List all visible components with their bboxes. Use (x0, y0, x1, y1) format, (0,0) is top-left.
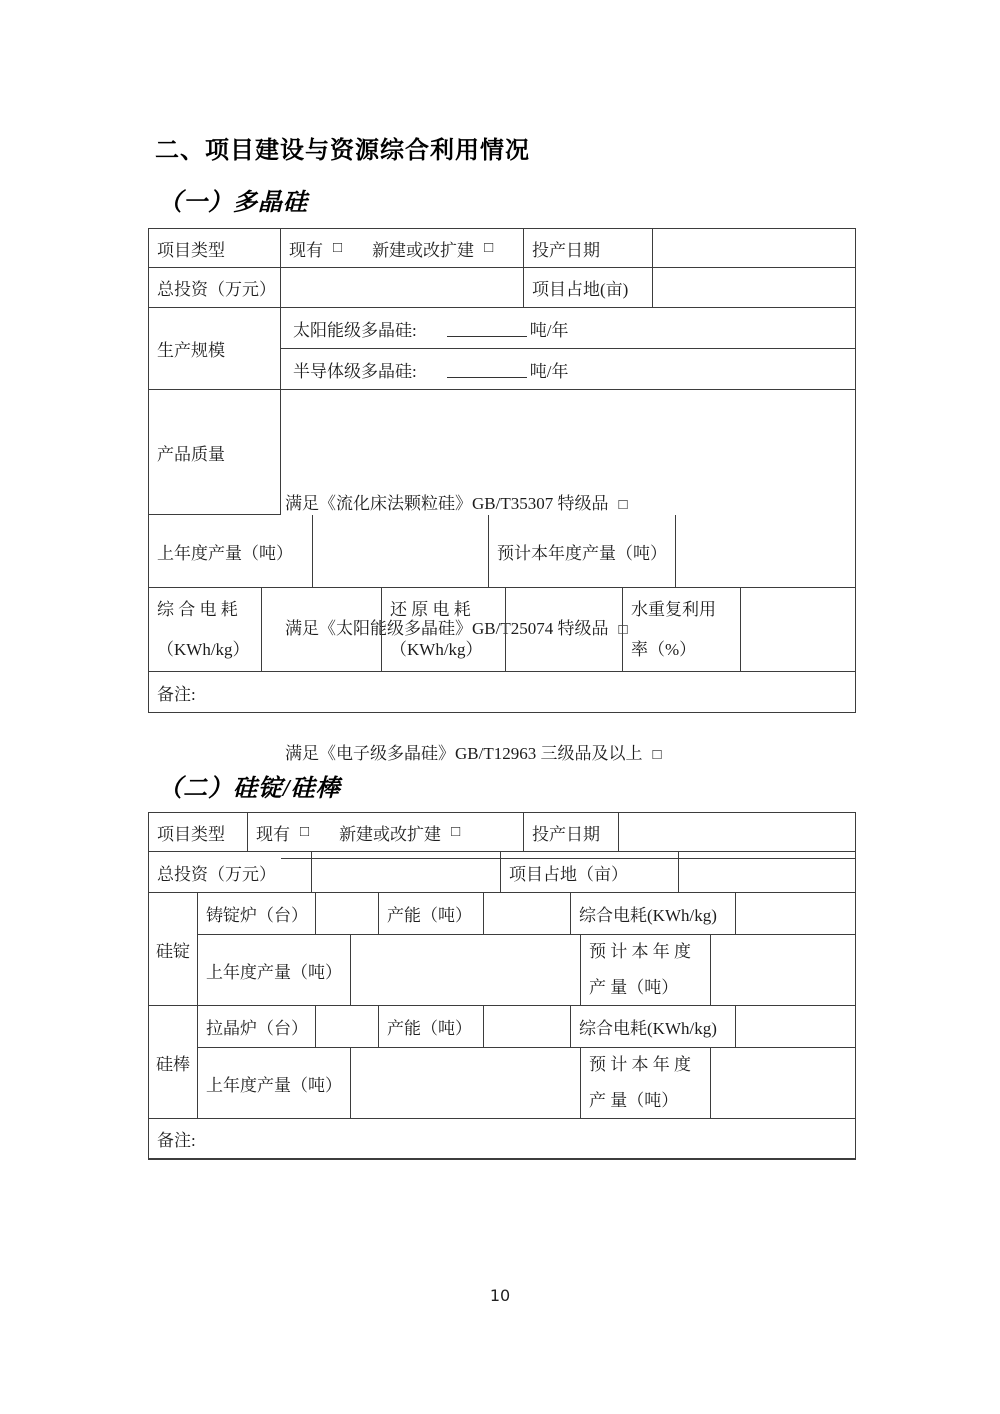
rod-power-label: 综合电耗(KWh/kg) (571, 1006, 736, 1048)
ingot-furnace-input[interactable] (316, 893, 379, 935)
option-new-expand-label: 新建或改扩建 (339, 824, 442, 844)
production-date-input[interactable] (619, 813, 855, 852)
land-area-input[interactable] (653, 268, 855, 308)
table-row (149, 588, 855, 672)
table-row (149, 1119, 855, 1158)
quality-line-3 (285, 733, 847, 776)
note-input[interactable] (196, 1119, 847, 1158)
production-scale-group (149, 308, 855, 390)
project-type-label: 项目类型 (149, 813, 248, 852)
production-scale-label: 生产规模 (149, 308, 281, 390)
rod-label: 硅棒 (149, 1006, 198, 1119)
page-title: 二、项目建设与资源综合利用情况 (155, 137, 530, 164)
total-investment-label: 总投资（万元） (149, 268, 281, 308)
table-row (198, 1048, 855, 1119)
ingot-last-year-output-label: 上年度产量（吨） (198, 935, 351, 1006)
rod-group (149, 1006, 855, 1119)
ingot-last-year-output-input[interactable] (351, 935, 581, 1006)
polysilicon-table (148, 228, 856, 763)
option-existing-label: 现有 (256, 824, 290, 844)
comprehensive-power-label (149, 588, 262, 672)
table-row (149, 672, 855, 712)
table-row (149, 229, 855, 268)
page-number: 10 (489, 1286, 511, 1305)
ingot-this-year-line2: 产 量（吨） (589, 978, 679, 997)
solar-grade-capacity-cell (281, 308, 855, 349)
rod-this-year-output-input[interactable] (711, 1048, 855, 1119)
checkbox-quality-1-icon[interactable]: □ (618, 497, 628, 513)
reduction-power-line1: 还 原 电 耗 (390, 599, 471, 619)
checkbox-existing-icon[interactable]: □ (333, 239, 343, 256)
comprehensive-power-input[interactable] (262, 588, 382, 672)
ingot-group (149, 893, 855, 1006)
product-quality-label: 产品质量 (149, 390, 281, 515)
quality-line-1-text: 满足《流化床法颗粒硅》GB/T35307 特级品 (285, 494, 609, 513)
project-type-options (281, 229, 524, 268)
land-area-label: 项目占地(亩) (524, 268, 653, 308)
table-row (281, 349, 855, 390)
section1-heading: （一）多晶硅 (158, 190, 308, 216)
note-input[interactable] (196, 672, 847, 712)
rod-last-year-output-input[interactable] (351, 1048, 581, 1119)
rod-capacity-label: 产能（吨） (379, 1006, 484, 1048)
solar-grade-label: 太阳能级多晶硅: (293, 320, 417, 340)
water-reuse-label (623, 588, 741, 672)
ingot-this-year-output-input[interactable] (711, 935, 855, 1006)
reduction-power-input[interactable] (506, 588, 623, 672)
quality-line-2-text: 满足《太阳能级多晶硅》GB/T25074 特级品 (285, 619, 609, 638)
note-label: 备注: (157, 1131, 196, 1150)
note-cell (149, 1119, 855, 1158)
land-area-label: 项目占地（亩） (501, 852, 679, 893)
rod-this-year-output-label (581, 1048, 711, 1119)
option-new-expand-label: 新建或改扩建 (372, 240, 475, 260)
ingot-power-label: 综合电耗(KWh/kg) (571, 893, 736, 935)
table-row (198, 893, 855, 935)
semi-grade-capacity-cell (281, 349, 855, 390)
table-row (149, 268, 855, 308)
ingot-capacity-input[interactable] (484, 893, 571, 935)
last-year-output-input[interactable] (313, 515, 489, 588)
semi-grade-label: 半导体级多晶硅: (293, 361, 417, 381)
production-date-input[interactable] (653, 229, 855, 268)
rod-this-year-line1: 预 计 本 年 度 (589, 1055, 691, 1074)
note-cell (149, 672, 855, 712)
table-row (149, 515, 855, 588)
checkbox-existing-icon[interactable]: □ (300, 823, 310, 840)
rod-last-year-output-label: 上年度产量（吨） (198, 1048, 351, 1119)
land-area-input[interactable] (679, 852, 855, 893)
ingot-furnace-label: 铸锭炉（台） (198, 893, 316, 935)
solar-grade-capacity-blank[interactable] (447, 319, 527, 338)
project-type-label: 项目类型 (149, 229, 281, 268)
total-investment-label: 总投资（万元） (149, 852, 312, 893)
production-date-label: 投产日期 (524, 229, 653, 268)
reduction-power-line2: （KWh/kg） (390, 639, 483, 659)
table-row (149, 852, 855, 893)
total-investment-input[interactable] (281, 268, 524, 308)
total-investment-input[interactable] (312, 852, 501, 893)
comprehensive-power-line2: （KWh/kg） (157, 639, 250, 659)
comprehensive-power-line1: 综 合 电 耗 (157, 599, 238, 619)
ingot-this-year-line1: 预 计 本 年 度 (589, 942, 691, 961)
table-row (281, 308, 855, 349)
ingot-label: 硅锭 (149, 893, 198, 1006)
rod-power-input[interactable] (736, 1006, 855, 1048)
table-row (149, 813, 855, 852)
solar-grade-unit: 吨/年 (529, 320, 569, 340)
ingot-rod-table (148, 812, 856, 1160)
rod-capacity-input[interactable] (484, 1006, 571, 1048)
rod-furnace-input[interactable] (316, 1006, 379, 1048)
ingot-capacity-label: 产能（吨） (379, 893, 484, 935)
quality-line-3-text: 满足《电子级多晶硅》GB/T12963 三级品及以上 (285, 744, 643, 763)
water-reuse-input[interactable] (741, 588, 855, 672)
rod-furnace-label: 拉晶炉（台） (198, 1006, 316, 1048)
semi-grade-capacity-blank[interactable] (447, 360, 527, 379)
rod-this-year-line2: 产 量（吨） (589, 1091, 679, 1110)
water-reuse-line1: 水重复利用 (631, 599, 716, 619)
table-row (198, 1006, 855, 1048)
ingot-power-input[interactable] (736, 893, 855, 935)
note-label: 备注: (157, 684, 196, 704)
option-existing-label: 现有 (289, 240, 323, 260)
checkbox-quality-2-icon[interactable]: □ (618, 622, 628, 638)
this-year-output-input[interactable] (676, 515, 855, 588)
production-date-label: 投产日期 (524, 813, 619, 852)
section2-heading: （二）硅锭/硅棒 (158, 776, 341, 802)
checkbox-new-expand-icon[interactable]: □ (451, 823, 461, 840)
semi-grade-unit: 吨/年 (529, 361, 569, 381)
ingot-this-year-output-label (581, 935, 711, 1006)
checkbox-quality-3-icon[interactable]: □ (652, 747, 662, 763)
this-year-output-label: 预计本年度产量（吨） (489, 515, 676, 588)
water-reuse-line2: 率（%） (631, 639, 697, 659)
table-row (198, 935, 855, 1006)
reduction-power-label (382, 588, 506, 672)
checkbox-new-expand-icon[interactable]: □ (484, 239, 494, 256)
project-type-options (248, 813, 524, 852)
last-year-output-label: 上年度产量（吨） (149, 515, 313, 588)
